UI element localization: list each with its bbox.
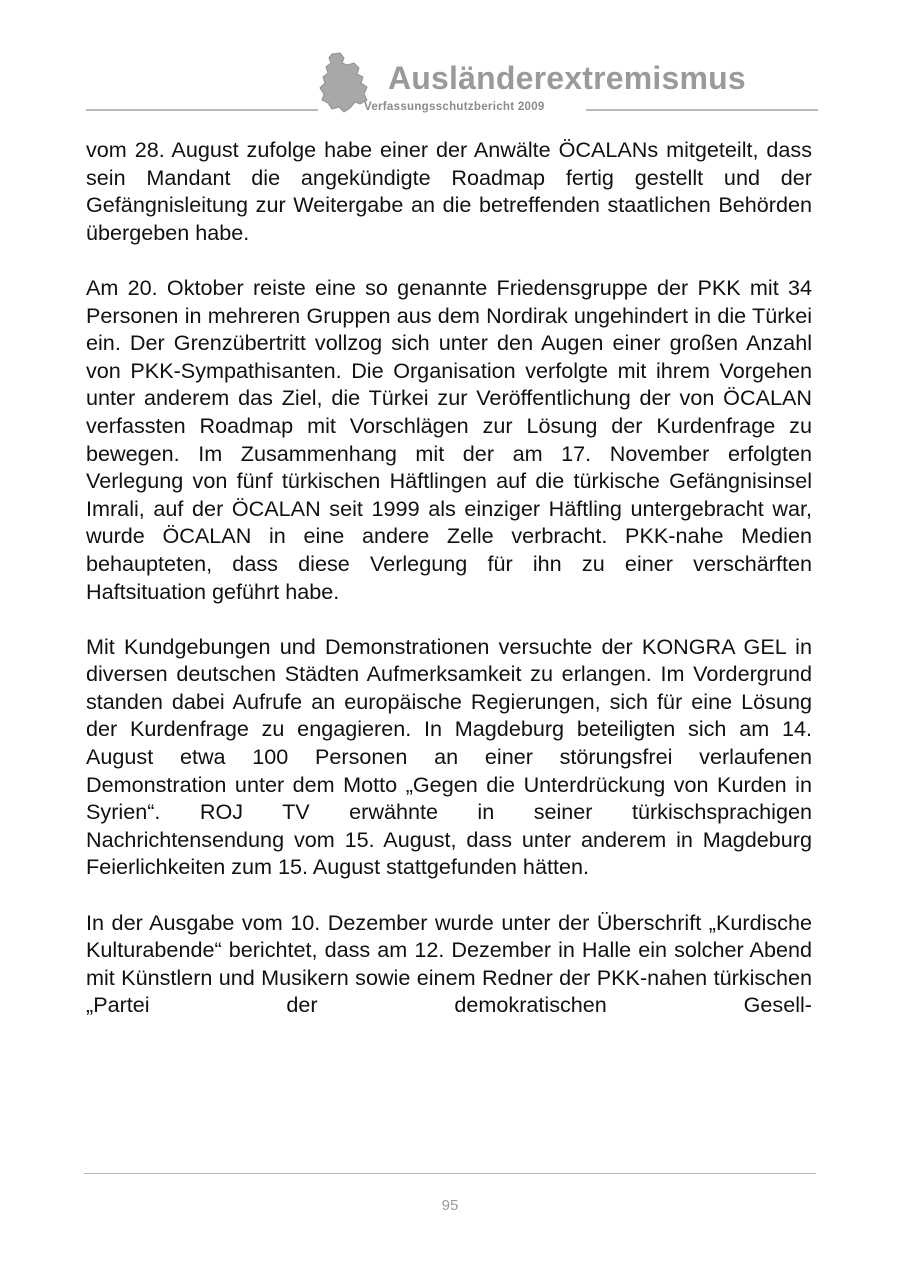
paragraph: In der Ausgabe vom 10. Dezember wurde unter der Überschrift „Kurdische Kulturabende“ berichtet, dass am 12. Dezember in Halle ein solcher Abend mit Künstlern und Musikern sowie einem Redner der PKK-nahen türkischen „Partei der demokratischen Gesell- [86,909,812,1018]
header-subtitle: Verfassungsschutzbericht 2009 [364,101,545,113]
header-rule-right [586,109,818,111]
header-title: Ausländerextremismus [388,60,746,96]
footer-rule [84,1173,816,1174]
body-text [86,136,812,1047]
saxony-anhalt-state-map-icon [318,52,370,114]
paragraph: Mit Kundgebungen und Demonstrationen versuchte der KONGRA GEL in diversen deutschen Städten Aufmerksamkeit zu erlangen. Im Vordergrund standen dabei Aufrufe an europäische Regierungen, sich für eine Lösung der Kurdenfrage zu engagieren. In Magdeburg beteiligten sich am 14. August etwa 100 Personen an einer störungsfrei verlaufenen Demonstration unter dem Motto „Gegen die Unterdrückung von Kurden in Syrien“. ROJ TV erwähnte in seiner türkischsprachigen Nachrichtensendung vom 15. August, dass unter anderem in Magdeburg Feierlichkeiten zum 15. August stattgefunden hätten. [86,633,812,880]
paragraph: vom 28. August zufolge habe einer der Anwälte ÖCALANs mitgeteilt, dass sein Mandant die angekündigte Roadmap fertig gestellt und der Gefängnisleitung zur Weitergabe an die betreffenden staatlichen Behörden übergeben habe. [86,137,812,245]
page-number: 95 [441,1197,459,1214]
page-header [0,0,900,130]
paragraph: Am 20. Oktober reiste eine so genannte Friedensgruppe der PKK mit 34 Personen in mehreren Gruppen aus dem Nordirak ungehindert in die Türkei ein. Der Grenzübertritt vollzog sich unter den Augen einer großen Anzahl von PKK-Sympathisanten. Die Organisation verfolgte mit ihrem Vorgehen unter anderem das Ziel, die Türkei zur Veröffentlichung der von ÖCALAN verfassten Roadmap mit Vorschlägen zur Lösung der Kurdenfrage zu bewegen. Im Zusammenhang mit der am 17. November erfolgten Verlegung von fünf türkischen Häftlingen auf die türkische Gefängnisinsel Imrali, auf der ÖCALAN seit 1999 als einziger Häftling untergebracht war, wurde ÖCALAN in eine andere Zelle verbracht. PKK-nahe Medien behaupteten, dass diese Verlegung für ihn zu einer verschärften Haftsituation geführt habe. [86,274,812,604]
header-rule-left [86,109,318,111]
